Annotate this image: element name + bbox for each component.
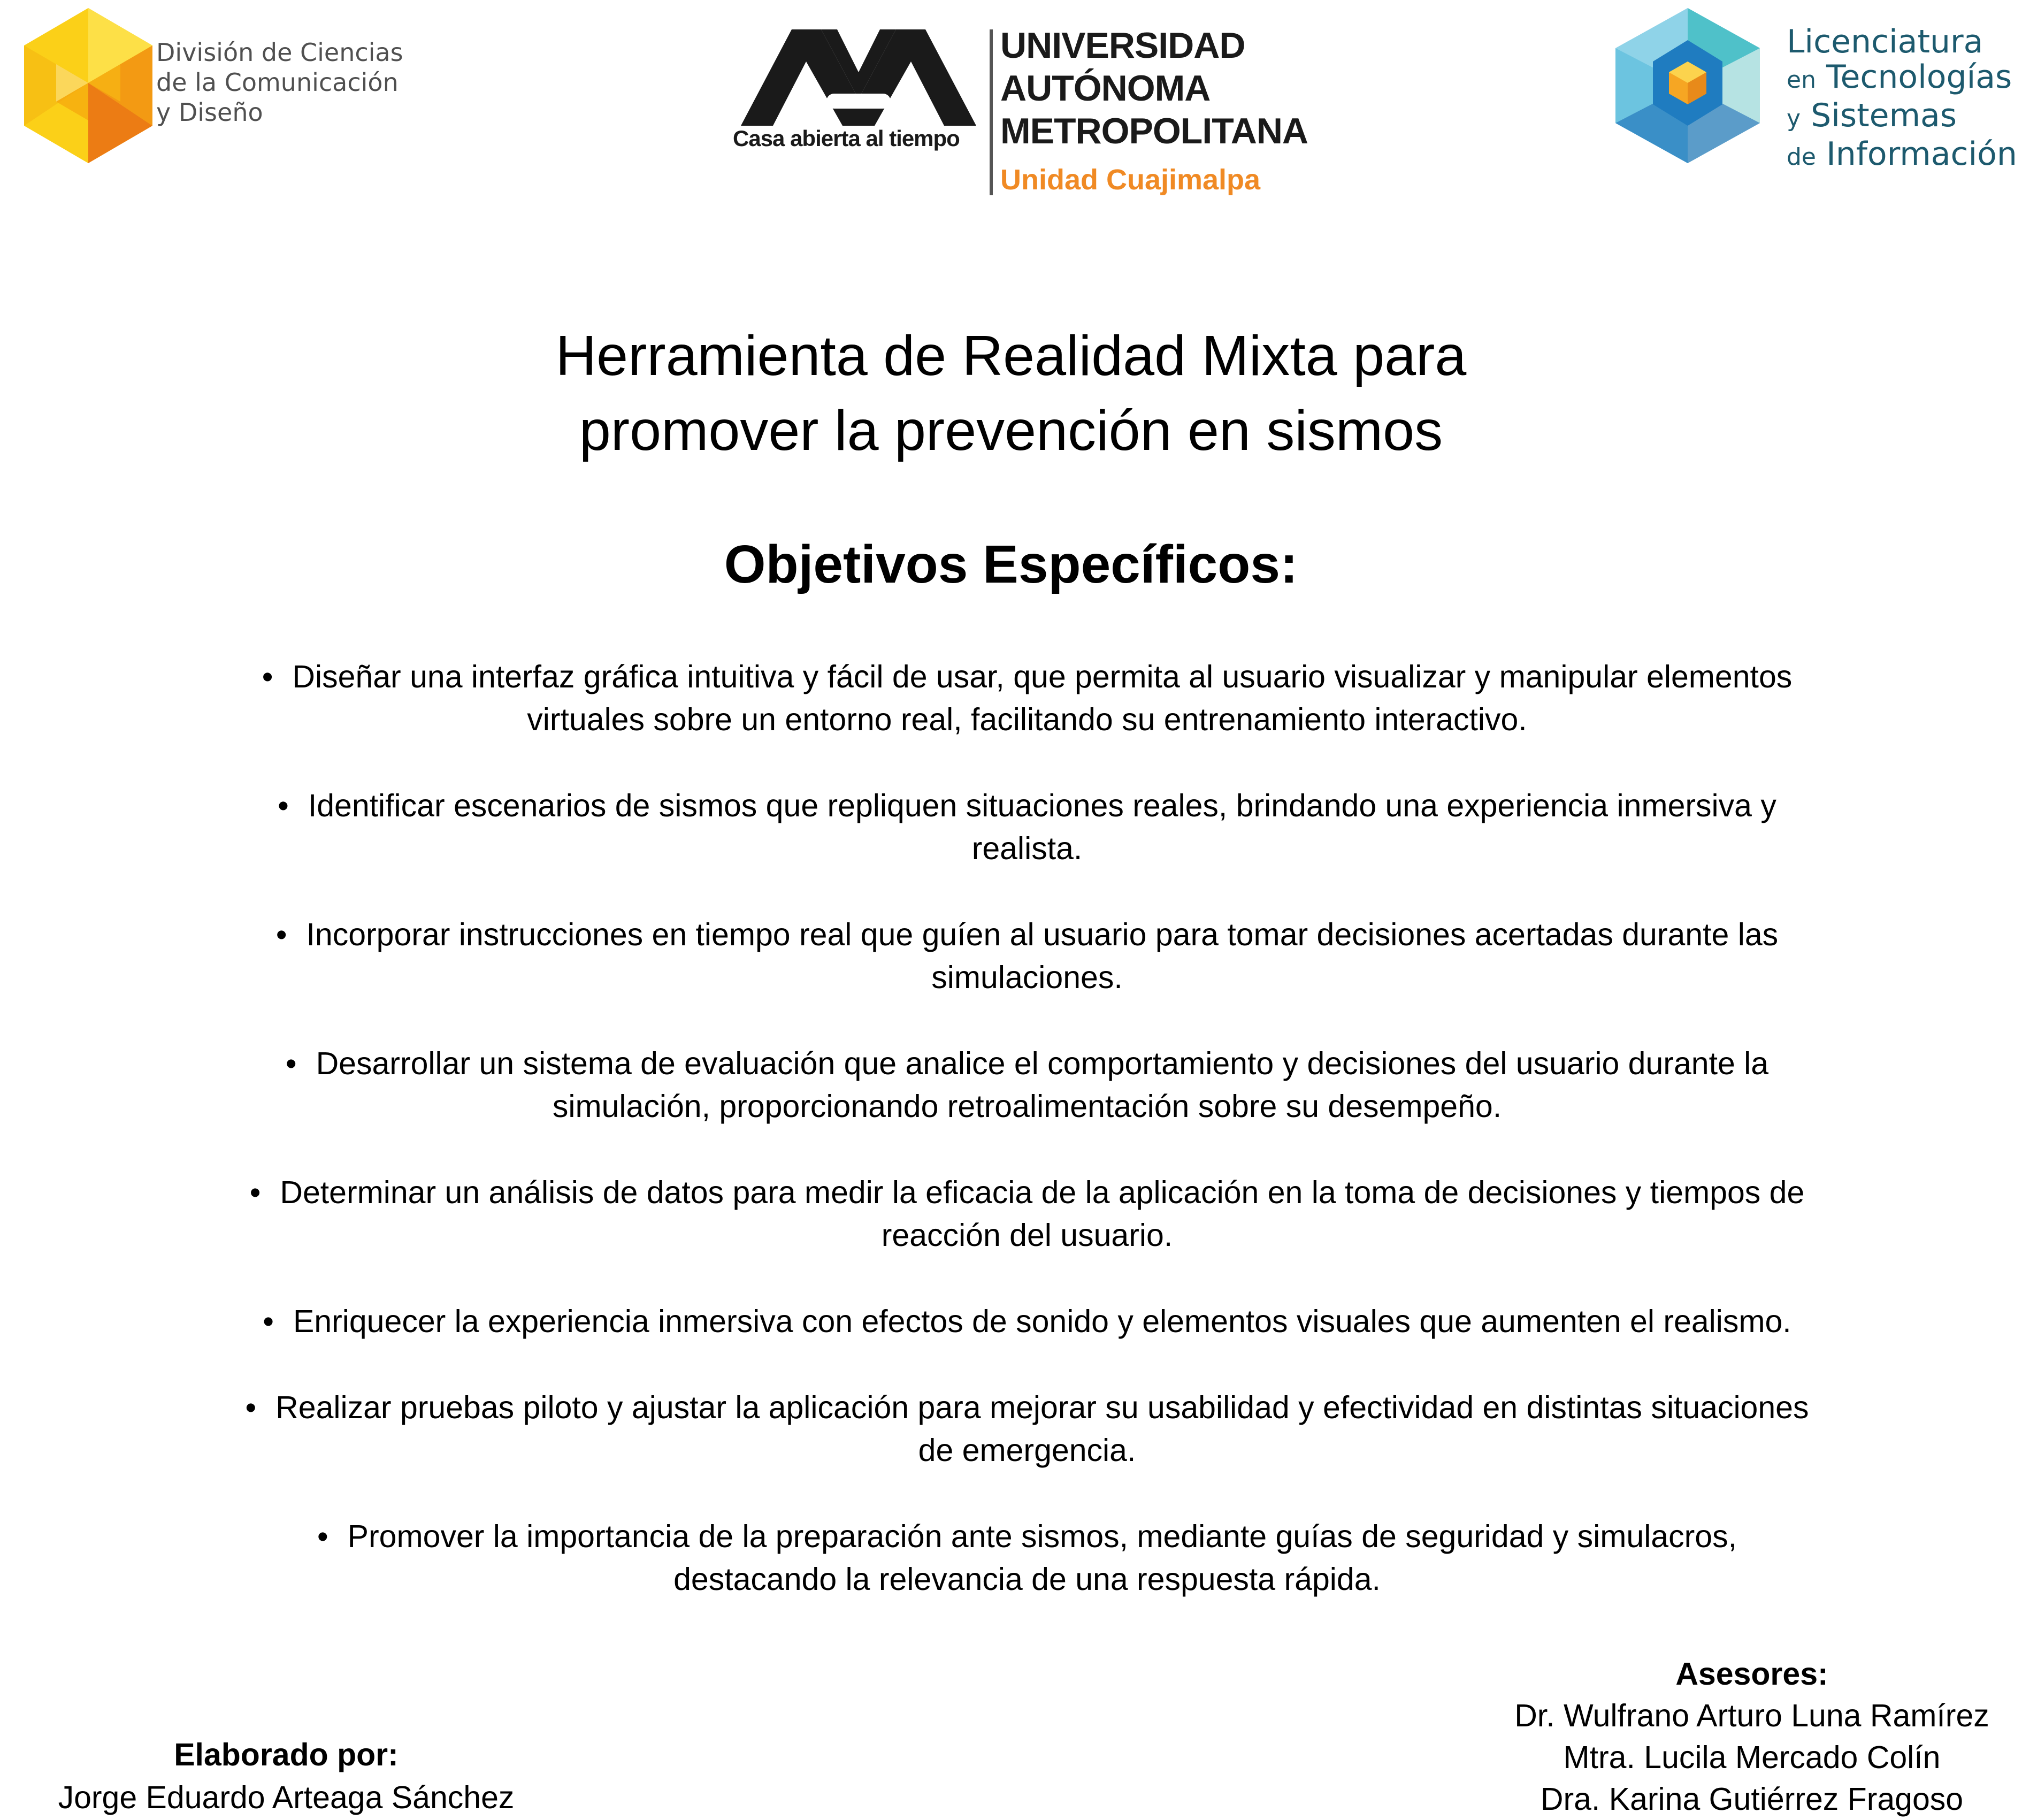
lic-line-4: Información	[1826, 135, 2017, 173]
page-title	[0, 318, 2022, 468]
advisors-heading: Asesores:	[1675, 1656, 1828, 1692]
uam-name-line-1: UNIVERSIDAD	[1000, 25, 1245, 66]
dccd-line-1: División de Ciencias	[156, 38, 403, 67]
objective-line-1: Enriquecer la experiencia inmersiva con efectos de sonido y elementos visuales que aumenten el realismo.	[293, 1304, 1791, 1339]
dccd-logo-text	[156, 37, 456, 127]
page-title-line-1: Herramienta de Realidad Mixta para	[555, 324, 1467, 387]
page-title-line-2: promover la prevención en sismos	[579, 399, 1443, 462]
uam-name	[1000, 24, 1308, 152]
lic-line-1: Licenciatura	[1787, 23, 1983, 60]
uam-unit: Unidad Cuajimalpa	[1000, 164, 1261, 196]
objective-item	[107, 1171, 1947, 1257]
uam-logo-icon	[741, 29, 976, 126]
author-name: Jorge Eduardo Arteaga Sánchez	[58, 1780, 515, 1815]
uam-slogan: Casa abierta al tiempo	[733, 126, 960, 151]
lic-logo-text	[1787, 24, 2022, 175]
objective-item	[107, 1515, 1947, 1601]
author-heading: Elaborado por:	[174, 1737, 399, 1772]
objective-line-2: destacando la relevancia de una respuesta rápida.	[673, 1562, 1381, 1597]
objective-line-2: reacción del usuario.	[881, 1218, 1173, 1253]
objective-item	[107, 784, 1947, 870]
objectives-list	[107, 655, 1947, 1644]
lic-line-3-prefix: y	[1787, 105, 1801, 132]
objective-line-2: virtuales sobre un entorno real, facilitando su entrenamiento interactivo.	[527, 702, 1527, 737]
objective-line-1: Promover la importancia de la preparación ante sismos, mediante guías de seguridad y simulacros,	[347, 1519, 1737, 1554]
lic-line-4-prefix: de	[1787, 143, 1816, 171]
lic-line-3: Sistemas	[1811, 97, 1957, 134]
advisor-name: Mtra. Lucila Mercado Colín	[1563, 1740, 1941, 1775]
objective-item	[107, 655, 1947, 741]
dccd-line-2: de la Comunicación	[156, 68, 399, 97]
objective-line-2: de emergencia.	[918, 1433, 1136, 1468]
objective-line-1: Identificar escenarios de sismos que repliquen situaciones reales, brindando una experiencia inmersiva y	[308, 788, 1776, 823]
objective-line-1: Diseñar una interfaz gráfica intuitiva y fácil de usar, que permita al usuario visualizar y manipular elementos	[292, 659, 1793, 694]
objective-item	[107, 913, 1947, 999]
section-heading: Objetivos Específicos:	[724, 534, 1298, 594]
objective-item	[107, 1300, 1947, 1343]
objective-item	[107, 1042, 1947, 1128]
advisor-name: Dra. Karina Gutiérrez Fragoso	[1540, 1781, 1964, 1817]
dccd-line-3: y Diseño	[156, 98, 263, 127]
objective-line-1: Determinar un análisis de datos para medir la eficacia de la aplicación en la toma de decisiones y tiempos de	[280, 1175, 1805, 1210]
uam-divider	[990, 29, 993, 195]
objective-line-1: Desarrollar un sistema de evaluación que analice el comportamiento y decisiones del usuario durante la	[316, 1046, 1769, 1081]
cube-hexagon-logo-icon	[1599, 5, 1776, 166]
objective-line-1: Realizar pruebas piloto y ajustar la aplicación para mejorar su usabilidad y efectividad en distintas situaciones	[275, 1390, 1809, 1425]
objective-line-2: simulaciones.	[931, 960, 1123, 995]
advisor-name: Dr. Wulfrano Arturo Luna Ramírez	[1514, 1698, 1989, 1733]
uam-name-line-2: AUTÓNOMA	[1000, 68, 1211, 109]
advisors-block	[1487, 1653, 2017, 1820]
uam-name-line-3: METROPOLITANA	[1000, 111, 1308, 151]
objective-line-1: Incorporar instrucciones en tiempo real que guíen al usuario para tomar decisiones acertadas durante las	[306, 917, 1779, 952]
objective-line-2: simulación, proporcionando retroalimentación sobre su desempeño.	[552, 1089, 1502, 1124]
objective-line-2: realista.	[971, 831, 1083, 866]
lic-line-2: Tecnologías	[1826, 58, 2012, 96]
lic-line-2-prefix: en	[1787, 66, 1816, 94]
author-block	[21, 1733, 551, 1819]
objective-item	[107, 1386, 1947, 1472]
